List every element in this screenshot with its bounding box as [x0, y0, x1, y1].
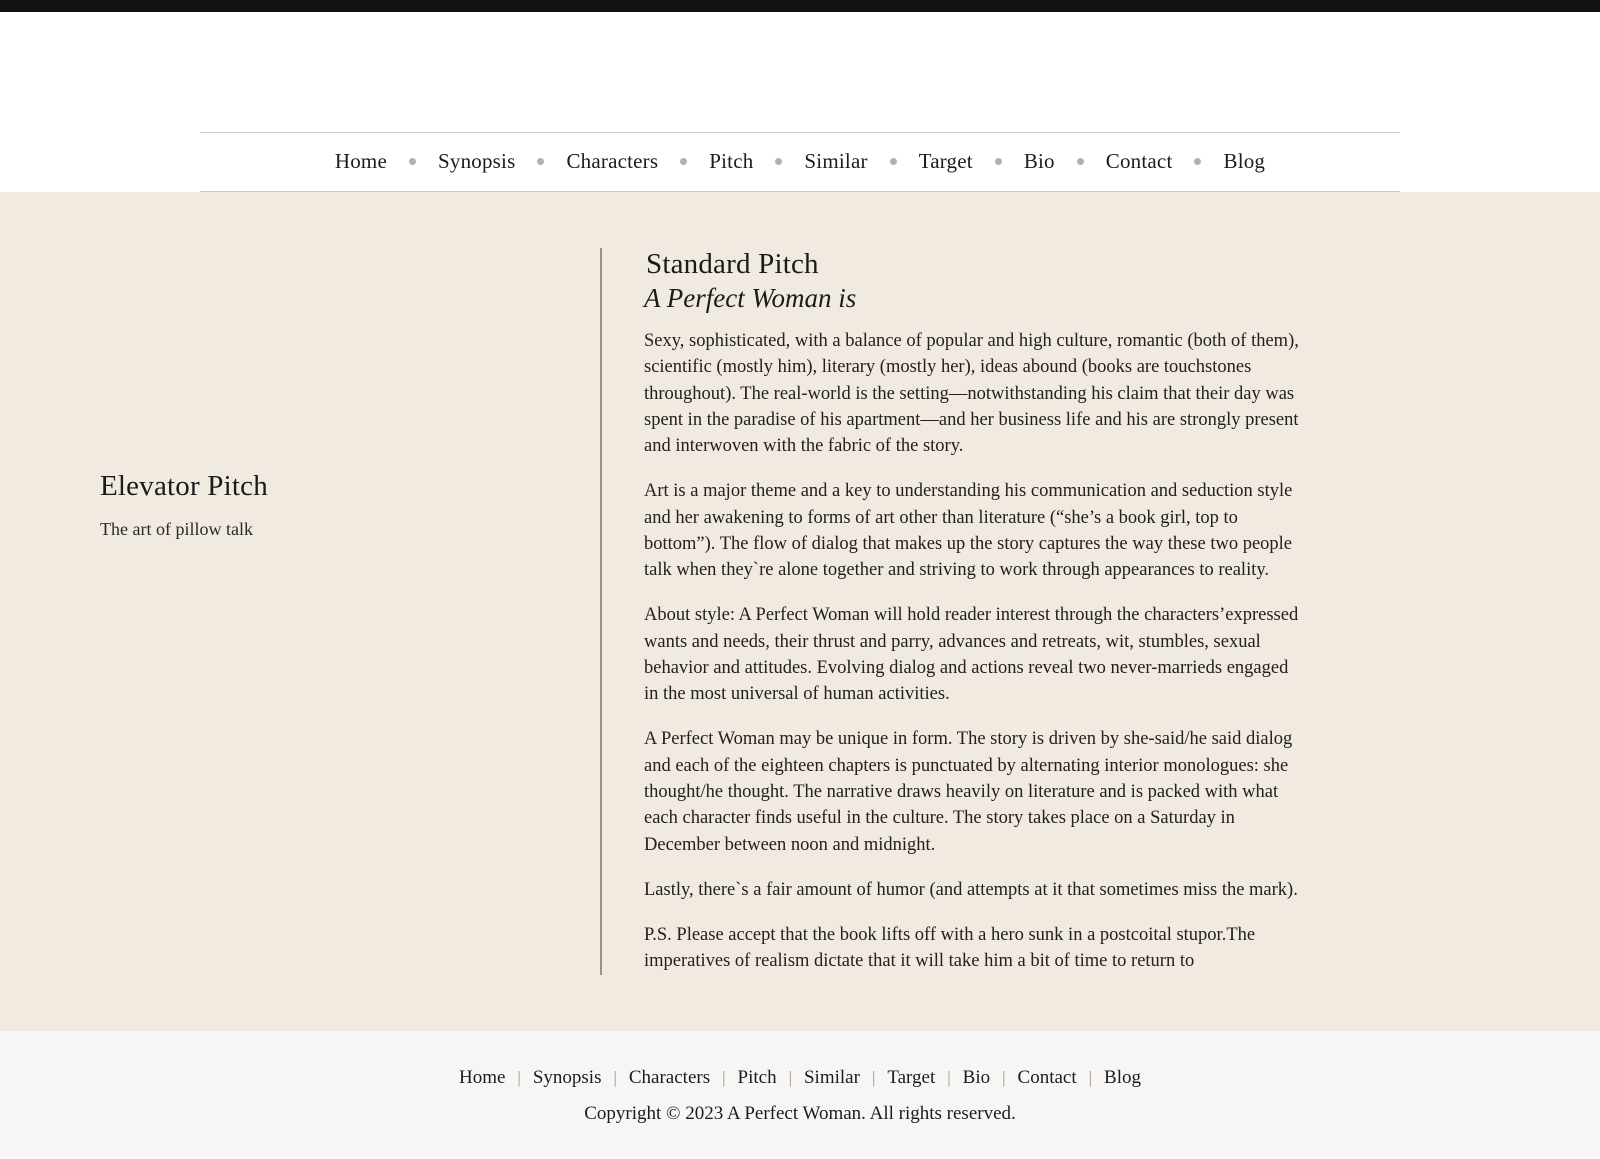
- elevator-pitch-block: [100, 470, 560, 542]
- standard-pitch-body: [644, 328, 1302, 975]
- standard-pitch-column: [602, 248, 1302, 975]
- footer-link-home[interactable]: Home: [458, 1066, 506, 1088]
- footer-link-synopsis[interactable]: Synopsis: [532, 1066, 602, 1088]
- nav-separator-dot-icon: [1194, 158, 1201, 165]
- elevator-pitch-column: [100, 248, 600, 975]
- footer-separator: |: [947, 1067, 951, 1087]
- nav-item-synopsis[interactable]: Synopsis: [437, 149, 516, 173]
- pitch-paragraph: Lastly, there`s a fair amount of humor (and attempts at it that sometimes miss the mark).: [644, 879, 1298, 900]
- pitch-section-inner: [100, 192, 1500, 1031]
- nav-separator-dot-icon: [775, 158, 782, 165]
- pitch-paragraph: Sexy, sophisticated, with a balance of popular and high culture, romantic (both of them), scientific (mostly him), literary (mostly her), ideas abound (books are touchstones throughout). The real-world is the setting—notwithstanding his claim that their day was spent in the paradise of his apartment—and her business life and his are strongly present and interwoven with the fabric of the story.: [644, 331, 1299, 457]
- pitch-paragraph: Art is a major theme and a key to understanding his communication and seduction style and her awakening to forms of art other than literature (“she’s a book girl, top to bottom”). The flow of dialog that makes up the story captures the way these two people talk when they`re alone together and striving to work through appearances to reality.: [644, 481, 1293, 581]
- nav-separator-dot-icon: [995, 158, 1002, 165]
- nav-item-pitch[interactable]: Pitch: [709, 149, 754, 173]
- nav-item-contact[interactable]: Contact: [1105, 149, 1173, 173]
- standard-pitch-title: Standard Pitch: [646, 248, 819, 280]
- site-footer: [0, 1031, 1600, 1159]
- nav-separator-dot-icon: [1077, 158, 1084, 165]
- top-black-bar: [0, 0, 1600, 12]
- pitch-section: [0, 192, 1600, 1031]
- standard-pitch-subtitle: A Perfect Woman is: [644, 283, 857, 313]
- nav-item-similar[interactable]: Similar: [804, 149, 868, 173]
- nav-item-blog[interactable]: Blog: [1223, 149, 1266, 173]
- footer-separator: |: [1002, 1067, 1006, 1087]
- footer-link-bio[interactable]: Bio: [962, 1066, 991, 1088]
- nav-separator-dot-icon: [409, 158, 416, 165]
- footer-link-characters[interactable]: Characters: [628, 1066, 711, 1088]
- primary-nav: [200, 145, 1400, 178]
- footer-nav: [0, 1067, 1600, 1089]
- nav-separator-dot-icon: [537, 158, 544, 165]
- primary-nav-container: [200, 132, 1400, 192]
- copyright-text: Copyright © 2023 A Perfect Woman. All rights reserved.: [584, 1102, 1016, 1124]
- nav-separator-dot-icon: [680, 158, 687, 165]
- pitch-paragraph: About style: A Perfect Woman will hold reader interest through the characters’expressed wants and needs, their thrust and parry, advances and retreats, wit, stumbles, sexual behavior and attitudes. Evolving dialog and actions reveal two never-marrieds engaged in the most universal of human activities.: [644, 605, 1299, 705]
- footer-link-target[interactable]: Target: [887, 1066, 936, 1088]
- footer-separator: |: [788, 1067, 792, 1087]
- footer-separator: |: [871, 1067, 876, 1087]
- footer-separator: |: [517, 1067, 521, 1087]
- elevator-pitch-title: Elevator Pitch: [100, 470, 268, 502]
- nav-item-target[interactable]: Target: [918, 149, 973, 173]
- nav-item-home[interactable]: Home: [334, 149, 387, 173]
- site-header: [0, 12, 1600, 192]
- footer-link-contact[interactable]: Contact: [1017, 1066, 1077, 1088]
- pitch-paragraph: P.S. Please accept that the book lifts off with a hero sunk in a postcoital stupor.The imperatives of realism dictate that it will take him a bit of time to return to: [644, 925, 1256, 972]
- footer-link-pitch[interactable]: Pitch: [737, 1066, 777, 1088]
- footer-separator: |: [613, 1067, 617, 1087]
- footer-link-blog[interactable]: Blog: [1104, 1066, 1141, 1088]
- footer-separator: |: [1088, 1067, 1093, 1087]
- nav-separator-dot-icon: [890, 158, 897, 165]
- elevator-pitch-text: The art of pillow talk: [100, 519, 253, 539]
- nav-item-bio[interactable]: Bio: [1023, 149, 1055, 173]
- footer-separator: |: [722, 1067, 726, 1087]
- pitch-paragraph: A Perfect Woman may be unique in form. The story is driven by she-said/he said dialog and each of the eighteen chapters is punctuated by alternating interior monologues: she thought/he thought. The narrative draws heavily on literature and is packed with what each character finds useful in the culture. The story takes place on a Saturday in December between noon and midnight.: [644, 729, 1293, 855]
- footer-link-similar[interactable]: Similar: [803, 1066, 860, 1088]
- nav-item-characters[interactable]: Characters: [566, 149, 659, 173]
